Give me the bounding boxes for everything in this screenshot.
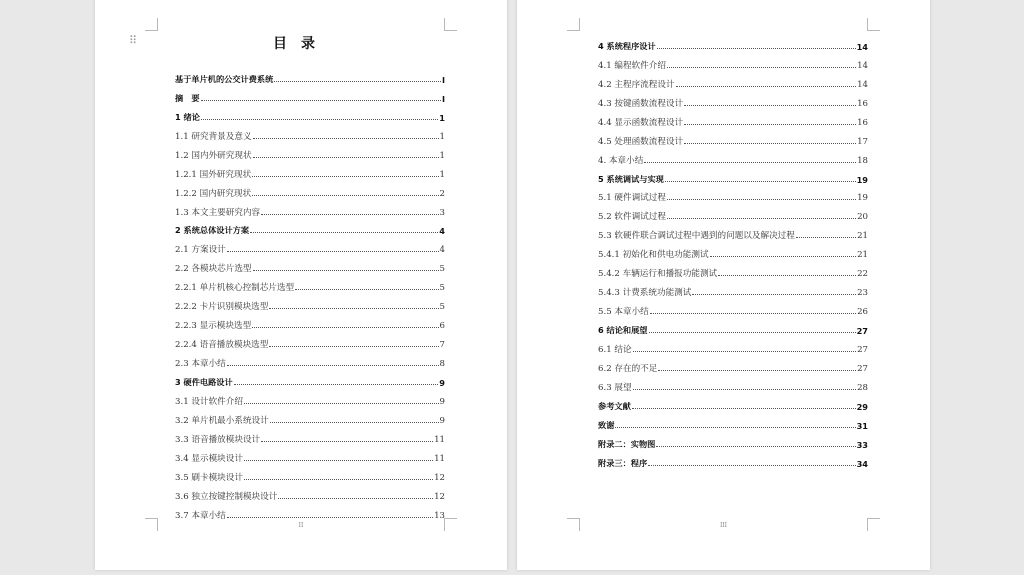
toc-entry-page: 4 [439,226,445,237]
toc-entry[interactable] [598,109,868,128]
toc-entry-label: 2.2.4 语音播放模块选型 [175,340,269,351]
toc-entry[interactable] [175,369,445,388]
toc-entry-page: 5 [439,283,445,294]
toc-entry-label: 3 硬件电路设计 [175,376,233,387]
toc-entry[interactable] [175,407,445,426]
margin-corner-mark [444,18,457,31]
toc-leader-dots [261,214,438,215]
toc-entry-label: 5.4.1 初始化和供电功能测试 [598,250,709,261]
toc-entry-label: 5.2 软件调试过程 [598,212,666,223]
toc-leader-dots [649,332,856,333]
toc-entry-page: 1 [439,131,445,142]
toc-entry[interactable] [598,393,868,412]
toc-entry-page: 16 [857,98,868,109]
toc-entry[interactable] [598,241,868,260]
toc-entry[interactable] [598,260,868,279]
toc-leader-dots [632,408,856,409]
toc-entry-label: 2.2.3 显示模块选型 [175,321,252,332]
toc-entry[interactable] [598,203,868,222]
toc-entry-page: 4 [439,245,445,256]
toc-entry-label: 3.4 显示模块设计 [175,453,243,464]
toc-entry[interactable] [175,180,445,199]
toc-entry-page: 3 [439,207,445,218]
toc-leader-dots [252,195,438,196]
toc-entry-label: 摘 要 [175,92,200,103]
toc-leader-dots [684,105,856,106]
toc-entry[interactable] [175,464,445,483]
toc-entry-label: 5.4.3 计费系统功能测试 [598,288,692,299]
toc-entry-label: 2.1 方案设计 [175,245,226,256]
toc-entry-label: 附录二：实物图 [598,438,656,449]
toc-leader-dots [667,218,856,219]
toc-list [175,66,445,521]
toc-entry[interactable] [175,293,445,312]
toc-entry[interactable] [598,298,868,317]
toc-leader-dots [270,422,439,423]
toc-leader-dots [227,517,433,518]
toc-leader-dots [667,199,856,200]
toc-entry[interactable] [598,52,868,71]
toc-leader-dots [269,308,438,309]
toc-leader-dots [253,270,439,271]
toc-entry-page: 2 [439,188,445,199]
toc-entry[interactable] [598,128,868,147]
toc-entry-label: 5 系统调试与实现 [598,173,664,184]
toc-entry-page: 27 [857,363,868,374]
toc-leader-dots [201,119,438,120]
toc-leader-dots [665,181,856,182]
toc-entry-page: 14 [857,79,868,90]
toc-entry-label: 2.2.1 单片机核心控制芯片选型 [175,283,295,294]
toc-entry[interactable] [175,218,445,237]
toc-leader-dots [648,465,855,466]
toc-entry-label: 1.2 国内外研究现状 [175,150,252,161]
toc-leader-dots [615,427,855,428]
toc-entry-label: 1.2.2 国内研究现状 [175,188,252,199]
toc-entry-page: 7 [439,340,445,351]
toc-leader-dots [676,86,857,87]
toc-leader-dots [295,289,438,290]
toc-entry-label: 1.1 研究背景及意义 [175,131,252,142]
page-number: III [719,522,728,529]
document-page-3 [517,0,930,570]
toc-leader-dots [252,176,438,177]
toc-leader-dots [644,162,856,163]
toc-entry[interactable] [175,350,445,369]
document-page-2 [95,0,507,570]
toc-leader-dots [796,237,856,238]
toc-entry[interactable] [175,274,445,293]
toc-leader-dots [244,403,439,404]
toc-leader-dots [244,479,433,480]
toc-entry[interactable] [175,312,445,331]
toc-entry-page: 12 [434,472,445,483]
toc-entry-page: 1 [439,169,445,180]
toc-entry[interactable] [175,255,445,274]
toc-leader-dots [633,351,856,352]
toc-leader-dots [667,67,856,68]
toc-entry[interactable] [598,317,868,336]
toc-entry-label: 致谢 [598,419,615,430]
toc-entry-label: 2.3 本章小结 [175,359,226,369]
toc-entry[interactable] [175,66,445,85]
toc-entry-page: I [441,93,445,104]
toc-leader-dots [718,275,856,276]
toc-entry-label: 4.1 编程软件介绍 [598,60,666,71]
toc-entry[interactable] [175,123,445,142]
toc-entry-page: 9 [439,377,445,388]
toc-entry-label: 6 结论和展望 [598,325,648,335]
toc-entry-page: 22 [857,269,868,280]
page-number: II [298,522,304,529]
toc-entry-label: 附录三：程序 [598,457,648,468]
toc-entry-page: 19 [857,193,868,204]
toc-leader-dots [227,251,439,252]
toc-entry-label: 3.7 本章小结 [175,510,226,521]
toc-entry-label: 3.1 设计软件介绍 [175,396,243,407]
toc-entry-page: 21 [857,231,868,242]
toc-list [598,33,868,469]
toc-entry[interactable] [175,483,445,502]
toc-entry-page: 12 [434,491,445,502]
toc-entry-label: 2.2 各模块芯片选型 [175,264,252,275]
margin-corner-mark [567,18,580,31]
toc-entry-page: 19 [856,174,868,185]
toc-entry-label: 5.5 本章小结 [598,307,649,318]
toc-entry-page: 1 [439,150,445,161]
toc-entry-page: 29 [856,401,868,412]
toc-entry-label: 3.3 语音播放模块设计 [175,434,261,445]
toc-entry-page: 31 [856,420,868,431]
toc-entry[interactable] [175,161,445,180]
toc-entry-page: 13 [434,510,445,521]
toc-entry-label: 5.1 硬件调试过程 [598,193,666,204]
toc-leader-dots [261,441,433,442]
toc-entry-page: 26 [857,307,868,318]
toc-entry-label: 参考文献 [598,400,631,411]
toc-leader-dots [252,327,438,328]
toc-entry-page: 8 [439,359,445,369]
toc-entry-label: 1.3 本文主要研究内容 [175,207,261,218]
toc-entry-label: 6.3 展望 [598,382,632,393]
toc-entry[interactable] [175,236,445,255]
toc-leader-dots [274,81,441,82]
toc-entry-label: 4.3 按键函数流程设计 [598,98,684,109]
toc-entry-label: 4.4 显示函数流程设计 [598,117,684,128]
toc-entry[interactable] [598,71,868,90]
toc-leader-dots [201,100,441,101]
toc-leader-dots [658,370,856,371]
toc-leader-dots [684,124,856,125]
toc-entry-page: I [441,74,445,85]
toc-entry[interactable] [175,388,445,407]
toc-leader-dots [234,384,439,385]
toc-entry-page: 34 [856,458,868,469]
toc-entry-page: 1 [439,112,445,123]
toc-leader-dots [244,460,433,461]
toc-entry[interactable] [175,331,445,350]
toc-entry-page: 14 [856,41,868,52]
toc-entry-page: 9 [439,415,445,426]
toc-entry-page: 28 [857,382,868,393]
toc-entry-label: 3.6 独立按键控制模块设计 [175,491,278,502]
margin-corner-mark [867,18,880,31]
toc-leader-dots [657,48,856,49]
toc-entry-label: 6.1 结论 [598,344,632,355]
toc-entry-label: 4.2 主程序流程设计 [598,79,675,90]
toc-title: 目录 [273,36,329,52]
toc-entry-label: 5.3 软硬件联合调试过程中遇到的问题以及解决过程 [598,231,795,242]
toc-entry-page: 11 [434,453,445,464]
toc-leader-dots [278,498,433,499]
toc-entry[interactable] [175,426,445,445]
toc-entry[interactable] [175,104,445,123]
toc-leader-dots [269,346,438,347]
toc-leader-dots [710,256,857,257]
toc-entry[interactable] [598,336,868,355]
toc-entry-label: 4. 本章小结 [598,155,644,166]
toc-entry[interactable] [598,147,868,166]
toc-entry-label: 1.2.1 国外研究现状 [175,169,252,180]
toc-entry[interactable] [598,431,868,450]
toc-entry-label: 4.5 处理函数流程设计 [598,136,684,147]
toc-entry-label: 5.4.2 车辆运行和播报功能测试 [598,269,718,280]
toc-entry[interactable] [598,450,868,469]
toc-leader-dots [692,294,856,295]
toc-entry-page: 5 [439,264,445,275]
toc-entry[interactable] [598,166,868,185]
toc-entry-page: 14 [857,60,868,71]
toc-entry-page: 17 [857,136,868,147]
toc-entry-label: 1 绪论 [175,111,200,122]
toc-entry-page: 16 [857,117,868,128]
toc-entry-label: 2 系统总体设计方案 [175,225,250,236]
toc-entry-label: 2.2.2 卡片识别模块选型 [175,302,269,313]
toc-leader-dots [253,157,439,158]
toc-entry[interactable] [598,185,868,204]
toc-entry[interactable] [598,412,868,431]
toc-entry-page: 20 [857,212,868,223]
toc-entry-page: 9 [439,396,445,407]
toc-entry-page: 6 [439,321,445,332]
toc-leader-dots [227,365,439,366]
toc-entry-page: 18 [857,155,868,166]
toc-entry-label: 3.5 刷卡模块设计 [175,472,243,483]
toc-leader-dots [253,138,439,139]
toc-leader-dots [684,143,856,144]
margin-corner-mark [145,18,158,31]
toc-entry-label: 4 系统程序设计 [598,40,656,51]
toc-leader-dots [250,232,438,233]
toc-entry-page: 11 [434,434,445,445]
toc-entry[interactable] [175,445,445,464]
toc-leader-dots [656,446,855,447]
toc-entry-label: 6.2 存在的不足 [598,363,658,374]
toc-entry-page: 21 [857,250,868,261]
toc-entry[interactable] [598,90,868,109]
toc-leader-dots [633,389,856,390]
toc-entry[interactable] [175,502,445,521]
toc-entry[interactable] [175,142,445,161]
toc-entry[interactable] [175,199,445,218]
toc-leader-dots [650,313,856,314]
drag-handle-icon[interactable]: ⠿ [129,34,138,47]
toc-entry[interactable] [175,85,445,104]
toc-entry[interactable] [598,222,868,241]
toc-entry-label: 3.2 单片机最小系统设计 [175,415,269,426]
toc-entry[interactable] [598,279,868,298]
toc-entry-page: 33 [856,439,868,450]
toc-entry[interactable] [598,33,868,52]
toc-entry-label: 基于单片机的公交计费系统 [175,73,274,84]
toc-entry-page: 5 [439,302,445,313]
toc-entry-page: 27 [857,344,868,355]
toc-entry[interactable] [598,374,868,393]
toc-entry[interactable] [598,355,868,374]
toc-entry-page: 23 [857,288,868,299]
toc-entry-page: 27 [856,326,868,336]
